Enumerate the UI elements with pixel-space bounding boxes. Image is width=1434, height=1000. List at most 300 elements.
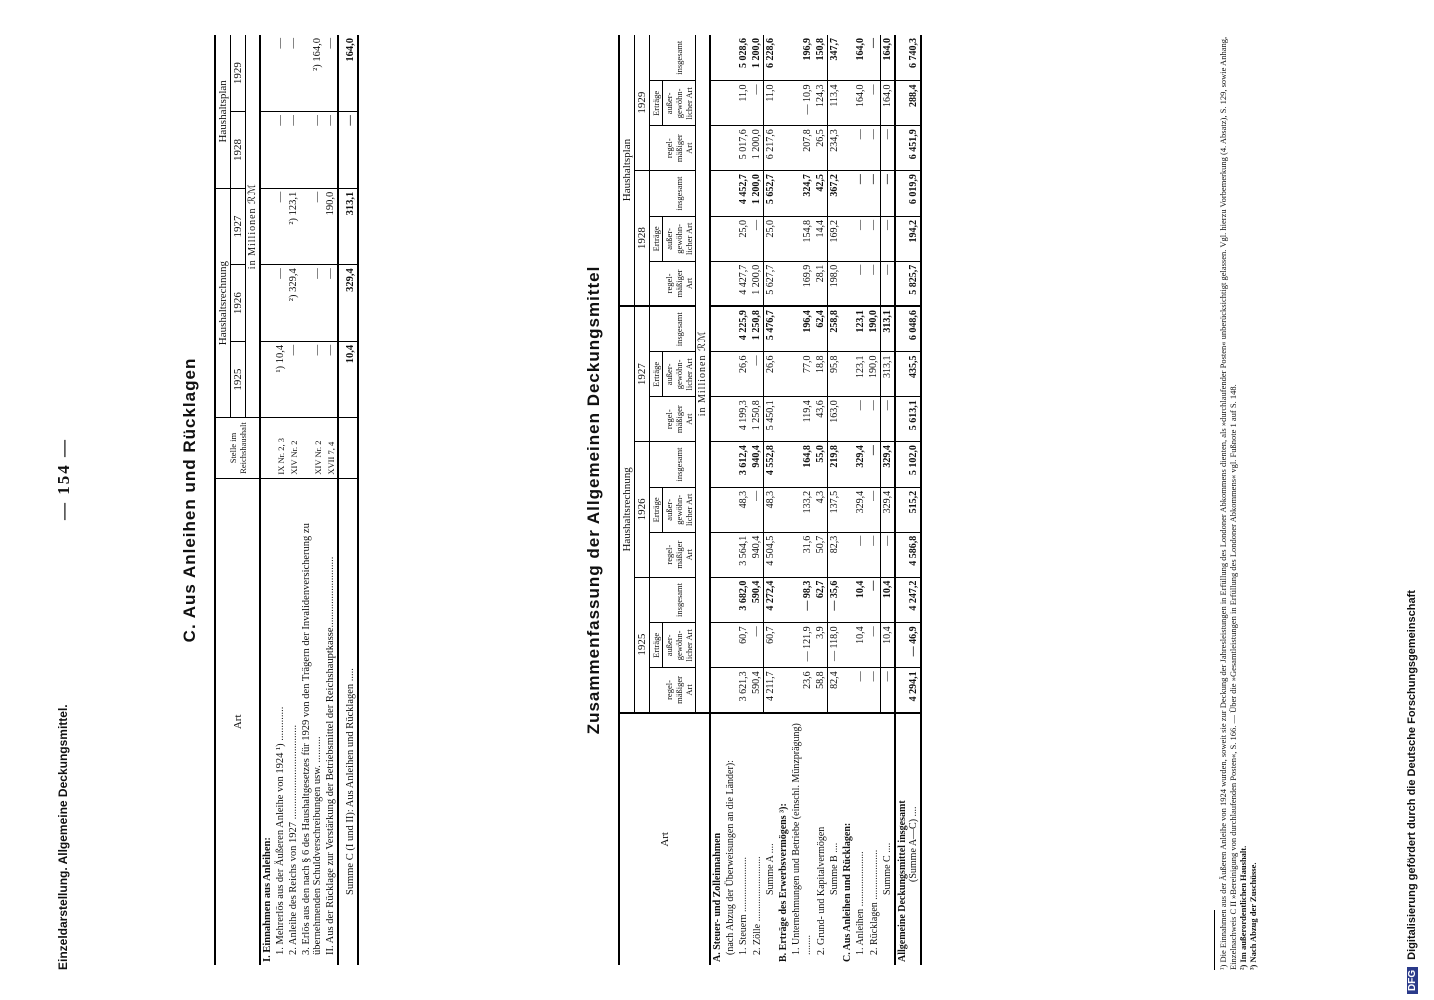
row-value bbox=[841, 623, 854, 668]
row-value: 313,1 bbox=[338, 188, 358, 265]
row-value: 137,5 bbox=[828, 487, 842, 532]
row-value: 1 200,0 bbox=[750, 126, 764, 171]
row-value bbox=[777, 577, 790, 623]
row-value: 6 048,6 bbox=[895, 306, 921, 352]
row-label: C. Aus Anleihen und Rücklagen: bbox=[842, 822, 853, 962]
row-value: 164,0 bbox=[881, 35, 896, 81]
row-value: 329,4 bbox=[854, 442, 867, 488]
row-value bbox=[260, 188, 274, 265]
row-value bbox=[841, 577, 854, 623]
row-label: 2. Rücklagen .................... bbox=[868, 849, 880, 955]
row-value: ¹) 10,4 bbox=[274, 341, 287, 418]
sub-regel: regelmäßiger Art bbox=[663, 668, 696, 713]
row-value: 60,7 bbox=[737, 623, 750, 668]
row-value: — bbox=[324, 112, 338, 189]
row-value: — bbox=[881, 668, 896, 713]
row-value: 154,8 bbox=[790, 216, 814, 261]
row-value bbox=[710, 668, 724, 713]
sub-blank bbox=[650, 442, 663, 488]
summary-row bbox=[814, 35, 828, 965]
sub-ins: insgesamt bbox=[663, 35, 696, 81]
row-value bbox=[841, 261, 854, 306]
row-value: 940,4 bbox=[750, 532, 764, 577]
row-value bbox=[724, 442, 737, 488]
row-value: — bbox=[854, 171, 867, 217]
row-value bbox=[777, 35, 790, 81]
row-value: — 98,3 bbox=[790, 577, 814, 623]
row-value bbox=[710, 35, 724, 81]
summary-row bbox=[841, 35, 854, 965]
row-label: 2. Zölle .......................... bbox=[751, 856, 763, 955]
sub-blank bbox=[650, 668, 663, 713]
row-label: 1. Anleihen ...................... bbox=[855, 851, 866, 955]
row-value bbox=[777, 442, 790, 488]
dfg-credit: Digitalisierung gefördert durch die Deutsche Forschungsgemeinschaft bbox=[1406, 590, 1418, 960]
year-header: 1929 bbox=[635, 35, 650, 171]
row-value bbox=[724, 487, 737, 532]
row-value: 119,4 bbox=[790, 397, 814, 442]
sub-blank bbox=[650, 306, 663, 352]
row-value bbox=[724, 35, 737, 81]
summary-row bbox=[764, 35, 778, 965]
row-label: 1. Steuern ...................... bbox=[738, 856, 749, 955]
row-value: 4,3 bbox=[814, 487, 828, 532]
row-value bbox=[777, 81, 790, 126]
row-value: — bbox=[750, 487, 764, 532]
row-value: 6 740,3 bbox=[895, 35, 921, 81]
row-label: Summe A .... bbox=[765, 843, 776, 895]
row-value: — bbox=[867, 487, 881, 532]
col-stelle: Stelle im Reichshaushalt bbox=[215, 418, 260, 478]
year-header: 1926 bbox=[635, 442, 650, 577]
row-value bbox=[777, 171, 790, 217]
row-value: 82,3 bbox=[828, 532, 842, 577]
row-value: 3 682,0 bbox=[737, 577, 750, 623]
row-value: 55,0 bbox=[814, 442, 828, 488]
row-value: — bbox=[881, 261, 896, 306]
summary-row bbox=[895, 35, 921, 965]
row-value: — bbox=[881, 171, 896, 217]
row-value: — bbox=[867, 577, 881, 623]
row-label: A. Steuer- und Zolleinnahmen bbox=[712, 832, 723, 962]
row-value: — bbox=[867, 397, 881, 442]
row-value bbox=[777, 126, 790, 171]
year-1929: 1929 bbox=[231, 35, 246, 112]
row-value: — bbox=[881, 216, 896, 261]
row-value: 18,8 bbox=[814, 352, 828, 397]
row-value: — bbox=[881, 126, 896, 171]
row-value: — 10,9 bbox=[790, 81, 814, 126]
year-1925: 1925 bbox=[231, 341, 246, 418]
row-value: — bbox=[854, 668, 867, 713]
row-value: 6 228,6 bbox=[764, 35, 778, 81]
sub-regel: regelmäßiger Art bbox=[663, 397, 696, 442]
row-value: 1 200,0 bbox=[750, 171, 764, 217]
row-value: 113,4 bbox=[828, 81, 842, 126]
year-1928: 1928 bbox=[231, 112, 246, 189]
row-stelle: XIV Nr. 2 bbox=[287, 418, 300, 478]
summary-row bbox=[710, 35, 724, 965]
row-value: 4 247,2 bbox=[895, 577, 921, 623]
row-value: — 121,9 bbox=[790, 623, 814, 668]
row-value bbox=[777, 216, 790, 261]
sub-blank bbox=[650, 171, 663, 217]
row-value bbox=[710, 397, 724, 442]
row-label: 2. Anleihe des Reichs von 1927 .................................... bbox=[288, 724, 299, 955]
row-value: — bbox=[300, 112, 324, 189]
row-value: — bbox=[867, 171, 881, 217]
sub-ins: insgesamt bbox=[663, 171, 696, 217]
row-value: — bbox=[750, 216, 764, 261]
row-value: 288,4 bbox=[895, 81, 921, 126]
sub-ins: insgesamt bbox=[663, 577, 696, 623]
row-value: 25,0 bbox=[737, 216, 750, 261]
row-value: ²) 123,1 bbox=[287, 188, 300, 265]
sub-ertraege: Erträge bbox=[650, 623, 663, 668]
row-value: 367,2 bbox=[828, 171, 842, 217]
grp-rechnung: Haushaltsrechnung bbox=[619, 306, 635, 713]
row-value: — bbox=[287, 341, 300, 418]
row-value: 5 652,7 bbox=[764, 171, 778, 217]
row-value bbox=[260, 341, 274, 418]
row-value bbox=[841, 442, 854, 488]
row-value: 62,7 bbox=[814, 577, 828, 623]
row-value: 124,3 bbox=[814, 81, 828, 126]
row-value: — bbox=[300, 341, 324, 418]
row-value: 4 294,1 bbox=[895, 668, 921, 713]
row-value: 123,1 bbox=[854, 306, 867, 352]
row-value bbox=[841, 81, 854, 126]
year-1927: 1927 bbox=[231, 188, 246, 265]
row-value: — bbox=[750, 623, 764, 668]
sub-blank bbox=[650, 261, 663, 306]
row-value: 11,0 bbox=[737, 81, 750, 126]
sub-ertraege: Erträge bbox=[650, 352, 663, 397]
row-value: 62,4 bbox=[814, 306, 828, 352]
row-value bbox=[260, 112, 274, 189]
row-value: 196,4 bbox=[790, 306, 814, 352]
row-value: 347,7 bbox=[828, 35, 842, 81]
row-value: — bbox=[867, 35, 881, 81]
row-value: 1 250,8 bbox=[750, 306, 764, 352]
row-value bbox=[841, 397, 854, 442]
row-value: — bbox=[867, 442, 881, 488]
row-value: 4 552,8 bbox=[764, 442, 778, 488]
sub-regel: regelmäßiger Art bbox=[663, 532, 696, 577]
row-value bbox=[841, 171, 854, 217]
sub-blank bbox=[650, 397, 663, 442]
section-c-row bbox=[338, 35, 358, 965]
row-value: — bbox=[274, 35, 287, 112]
row-value: — bbox=[867, 126, 881, 171]
sub-ausser: außergewöhnlicher Art bbox=[663, 81, 696, 126]
row-label: 2. Grund- und Kapitalvermögen bbox=[815, 826, 827, 955]
row-value: 329,4 bbox=[338, 265, 358, 342]
year-1926: 1926 bbox=[231, 265, 246, 342]
dfg-logo: DFG bbox=[1407, 967, 1418, 994]
section-c-row bbox=[324, 35, 338, 965]
row-value: 590,4 bbox=[750, 668, 764, 713]
row-value: 435,5 bbox=[895, 352, 921, 397]
row-value: 4 225,9 bbox=[737, 306, 750, 352]
section-c-row bbox=[260, 35, 274, 965]
row-value: — bbox=[854, 532, 867, 577]
row-value: — bbox=[324, 35, 338, 112]
summary-row bbox=[828, 35, 842, 965]
row-value: 25,0 bbox=[764, 216, 778, 261]
row-value bbox=[777, 306, 790, 352]
row-value: 28,1 bbox=[814, 261, 828, 306]
row-value: 3 612,4 bbox=[737, 442, 750, 488]
row-value bbox=[710, 126, 724, 171]
row-label bbox=[895, 713, 921, 965]
row-value: — bbox=[854, 126, 867, 171]
row-value: 1 200,0 bbox=[750, 35, 764, 81]
row-value: 3,9 bbox=[814, 623, 828, 668]
row-value: 164,0 bbox=[338, 35, 358, 112]
row-value bbox=[724, 532, 737, 577]
row-value: 329,4 bbox=[881, 442, 896, 488]
sub-ins: insgesamt bbox=[663, 306, 696, 352]
row-label: 1. Mehrerlös aus der Äußeren Anleihe von 1924 ¹) ............. bbox=[275, 706, 286, 955]
row-value: 194,2 bbox=[895, 216, 921, 261]
row-value: 10,4 bbox=[881, 577, 896, 623]
row-value: — bbox=[881, 397, 896, 442]
row-label: I. Einnahmen aus Anleihen: bbox=[262, 837, 273, 962]
row-value: 5 028,6 bbox=[737, 35, 750, 81]
section-c-title: C. Aus Anleihen und Rücklagen bbox=[180, 357, 199, 643]
sub-ertraege: Erträge bbox=[650, 81, 663, 126]
row-value bbox=[777, 623, 790, 668]
row-value bbox=[710, 261, 724, 306]
row-value: 95,8 bbox=[828, 352, 842, 397]
row-value: 590,4 bbox=[750, 577, 764, 623]
page-number: — 154 — bbox=[54, 438, 73, 520]
total-label: Allgemeine Deckungsmittel insgesamt bbox=[897, 800, 908, 962]
row-value: 190,0 bbox=[867, 306, 881, 352]
row-value: 190,0 bbox=[324, 188, 338, 265]
row-value bbox=[777, 397, 790, 442]
row-value: — 46,9 bbox=[895, 623, 921, 668]
row-stelle bbox=[338, 418, 358, 478]
row-value bbox=[777, 487, 790, 532]
row-value: — bbox=[867, 532, 881, 577]
row-value: 48,3 bbox=[737, 487, 750, 532]
row-value: 196,9 bbox=[790, 35, 814, 81]
grp-plan: Haushaltsplan bbox=[619, 35, 635, 306]
row-value: 10,4 bbox=[854, 623, 867, 668]
row-value: 1 250,8 bbox=[750, 397, 764, 442]
row-value: 234,3 bbox=[828, 126, 842, 171]
footnote-rule bbox=[1214, 910, 1215, 970]
row-label: (nach Abzug der Überweisungen an die Länder): bbox=[725, 760, 736, 955]
sub-regel: regelmäßiger Art bbox=[663, 261, 696, 306]
dfg-sidebar bbox=[1406, 6, 1430, 994]
row-value: 77,0 bbox=[790, 352, 814, 397]
row-value: 26,5 bbox=[814, 126, 828, 171]
row-value: 5 825,7 bbox=[895, 261, 921, 306]
unit-label: in Millionen ℛℳ bbox=[696, 35, 711, 713]
row-value: 14,4 bbox=[814, 216, 828, 261]
row-label: B. Erträge des Erwerbsvermögens ³): bbox=[778, 803, 789, 962]
row-value: 48,3 bbox=[764, 487, 778, 532]
row-value bbox=[724, 126, 737, 171]
row-value: 163,0 bbox=[828, 397, 842, 442]
row-value: — bbox=[854, 397, 867, 442]
row-stelle: XVII 7, 4 bbox=[324, 418, 338, 478]
summary-title: Zusammenfassung der Allgemeinen Deckungsmittel bbox=[584, 265, 603, 735]
row-value: 10,4 bbox=[881, 623, 896, 668]
row-label: 1. Unternehmungen und Betriebe (einschl. Münzprägung) ........ bbox=[791, 723, 813, 955]
row-value: 3 621,3 bbox=[737, 668, 750, 713]
row-value: — bbox=[287, 35, 300, 112]
row-value: 11,0 bbox=[764, 81, 778, 126]
row-value bbox=[710, 216, 724, 261]
row-value bbox=[724, 216, 737, 261]
row-value bbox=[724, 668, 737, 713]
row-value: 26,6 bbox=[764, 352, 778, 397]
row-value: 23,6 bbox=[790, 668, 814, 713]
footnote-2: ²) Im außerordentlichen Haushalt. bbox=[1238, 845, 1248, 970]
row-value bbox=[710, 623, 724, 668]
row-value: — bbox=[324, 265, 338, 342]
row-value: — bbox=[867, 668, 881, 713]
row-value: — bbox=[287, 112, 300, 189]
row-value bbox=[841, 352, 854, 397]
row-value: 219,8 bbox=[828, 442, 842, 488]
row-value: 133,2 bbox=[790, 487, 814, 532]
sub-ausser: außergewöhnlicher Art bbox=[663, 623, 696, 668]
row-value bbox=[841, 668, 854, 713]
summary-table bbox=[618, 35, 922, 965]
row-value: 43,6 bbox=[814, 397, 828, 442]
row-value: 31,6 bbox=[790, 532, 814, 577]
row-value: 313,1 bbox=[881, 306, 896, 352]
summary-row bbox=[790, 35, 814, 965]
row-value: 6 217,6 bbox=[764, 126, 778, 171]
row-value bbox=[710, 81, 724, 126]
row-value bbox=[710, 532, 724, 577]
row-value bbox=[841, 126, 854, 171]
row-value: 164,0 bbox=[881, 81, 896, 126]
row-label: Summe C .... bbox=[882, 842, 893, 895]
row-value: 164,0 bbox=[854, 35, 867, 81]
row-value: — bbox=[867, 81, 881, 126]
row-value: 258,8 bbox=[828, 306, 842, 352]
row-value bbox=[260, 35, 274, 112]
row-value: 329,4 bbox=[881, 487, 896, 532]
row-value: ²) 164,0 bbox=[300, 35, 324, 112]
row-value: — bbox=[274, 265, 287, 342]
row-value: — bbox=[274, 188, 287, 265]
row-value: 515,2 bbox=[895, 487, 921, 532]
row-value: 5 627,7 bbox=[764, 261, 778, 306]
row-label: Summe B .... bbox=[829, 842, 840, 895]
sub-blank bbox=[650, 35, 663, 81]
sub-regel: regelmäßiger Art bbox=[663, 126, 696, 171]
row-value: 150,8 bbox=[814, 35, 828, 81]
row-stelle: XIV Nr. 2 bbox=[300, 418, 324, 478]
row-value bbox=[260, 265, 274, 342]
row-value: — 35,6 bbox=[828, 577, 842, 623]
row-label: 3. Erlös aus den nach § 6 des Haushaltgesetzes für 1929 von den Trägern der Invalidenversicherung zu übernehmenden Schuldverschreibungen usw. .......... bbox=[301, 523, 323, 955]
row-value: 6 451,9 bbox=[895, 126, 921, 171]
row-value: — bbox=[274, 112, 287, 189]
row-value: — bbox=[324, 341, 338, 418]
row-value bbox=[841, 216, 854, 261]
row-value: 10,4 bbox=[854, 577, 867, 623]
row-value: — bbox=[750, 352, 764, 397]
sub-ertraege: Erträge bbox=[650, 487, 663, 532]
row-value: — bbox=[867, 623, 881, 668]
row-value: 4 427,7 bbox=[737, 261, 750, 306]
row-value: 5 476,7 bbox=[764, 306, 778, 352]
row-value: 324,7 bbox=[790, 171, 814, 217]
row-value bbox=[777, 261, 790, 306]
row-value: 4 211,7 bbox=[764, 668, 778, 713]
row-value bbox=[724, 397, 737, 442]
summary-row bbox=[777, 35, 790, 965]
row-value: 4 199,3 bbox=[737, 397, 750, 442]
row-stelle bbox=[260, 418, 274, 478]
row-value: 329,4 bbox=[854, 487, 867, 532]
row-value: 5 613,1 bbox=[895, 397, 921, 442]
footnote-3: ³) Nach Abzug der Zuschüsse. bbox=[1248, 862, 1258, 970]
sub-ausser: außergewöhnlicher Art bbox=[663, 352, 696, 397]
row-value: 123,1 bbox=[854, 352, 867, 397]
row-value bbox=[841, 35, 854, 81]
sub-blank bbox=[650, 577, 663, 623]
row-value bbox=[710, 171, 724, 217]
unit-label: in Millionen ℛℳ bbox=[246, 35, 261, 418]
row-label: Summe C (I und II): Aus Anleihen und Rücklagen ..... bbox=[345, 668, 356, 895]
row-value bbox=[710, 487, 724, 532]
footnotes bbox=[1214, 30, 1258, 970]
row-value: 5 102,0 bbox=[895, 442, 921, 488]
row-value bbox=[710, 306, 724, 352]
row-value: 6 019,9 bbox=[895, 171, 921, 217]
row-label: II. Aus der Rücklage zur Verstärkung der Betriebsmittel der Reichshauptkasse........................... bbox=[325, 556, 336, 955]
sub-ausser: außergewöhnlicher Art bbox=[663, 216, 696, 261]
summary-row bbox=[867, 35, 881, 965]
row-value: 169,9 bbox=[790, 261, 814, 306]
row-value bbox=[841, 306, 854, 352]
row-value: 164,8 bbox=[790, 442, 814, 488]
summary-row bbox=[737, 35, 750, 965]
row-value: 940,4 bbox=[750, 442, 764, 488]
row-value: 164,0 bbox=[854, 81, 867, 126]
row-value: 4 452,7 bbox=[737, 171, 750, 217]
row-value: — bbox=[750, 81, 764, 126]
footnote-1: ¹) Die Einnahmen aus der Äußeren Anleihe von 1924 wurden, soweit sie zur Deckung der Jahresleistungen in Erfüllung des Londoner Abkommens dienten, als »durchlaufender Posten« unberücksichtigt gelassen. Vgl. hierzu Vorbemerkung (4. Absatz), S. 129, sowie Anhang, Einzelnachweis C II »Bereinigung von durchlaufenden Posten«, S. 166. — Über die »Gesamtleistungen in Erfüllung des Londoner Abkommens« vgl. Fußnote 1 auf S. 148. bbox=[1218, 36, 1238, 970]
summary-row bbox=[724, 35, 737, 965]
row-value: 5 450,1 bbox=[764, 397, 778, 442]
row-value bbox=[724, 171, 737, 217]
row-value: 190,0 bbox=[867, 352, 881, 397]
summary-row bbox=[854, 35, 867, 965]
row-value: 50,7 bbox=[814, 532, 828, 577]
sub-ausser: außergewöhnlicher Art bbox=[663, 487, 696, 532]
row-value: 1 200,0 bbox=[750, 261, 764, 306]
row-value: — bbox=[867, 261, 881, 306]
row-value: 58,8 bbox=[814, 668, 828, 713]
sub-ins: insgesamt bbox=[663, 442, 696, 488]
row-value: — bbox=[300, 265, 324, 342]
row-value: — 118,0 bbox=[828, 623, 842, 668]
running-head: Einzeldarstellung. Allgemeine Deckungsmittel. bbox=[56, 704, 70, 970]
row-value bbox=[724, 577, 737, 623]
grp-plan: Haushaltsplan bbox=[215, 35, 231, 188]
